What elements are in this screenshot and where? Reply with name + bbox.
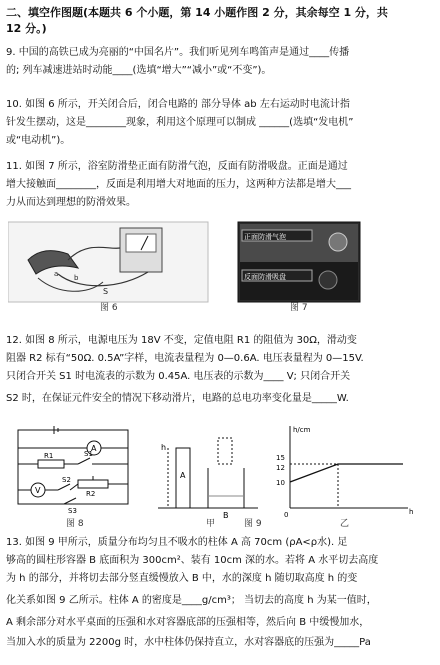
q9-line-1: 9. 中国的高铁已成为亮丽的“中国名片”。我们听见列车鸣笛声是通过____传播: [6, 47, 350, 58]
q13-line-1: 13. 如图 9 甲所示，质量分布均匀且不吸水的柱体 A 高 70cm (ρA<ρ水). 足: [6, 537, 348, 548]
figures-6-7: [8, 220, 432, 312]
figure-9-yi-caption: 乙: [340, 519, 350, 529]
figure-9-yi-yaxis-label: h/cm: [293, 426, 311, 434]
figure-9-h-label: h: [161, 443, 167, 452]
figure-8-voltmeter-label: V: [35, 486, 41, 495]
figure-9-b-label: B: [223, 511, 229, 520]
svg-text:S: S: [103, 287, 109, 296]
figure-9-a-label: A: [180, 471, 186, 480]
q12-line-2: 阻器 R2 标有“50Ω. 0.5A”字样，电流表量程为 0—0.6A. 电压表量程为 0—15V.: [6, 353, 364, 364]
figure-8-r1-label: R1: [44, 452, 54, 460]
figure-9-jia: [158, 438, 258, 508]
q10-line-1: 10. 如图 6 所示，开关闭合后，闭合电路的 部分导体 ab 左右运动时电流计指: [6, 99, 350, 110]
figure-9-yi-origin: 0: [284, 511, 289, 519]
q11-line-1: 11. 如图 7 所示，浴室防滑垫正面有防滑气泡，反面有防滑吸盘。正面是通过: [6, 161, 348, 172]
figure-9-yi-tick-12: 12: [276, 464, 285, 472]
figure-7-photo: [238, 222, 360, 302]
section-title-line-1: 二、填空作图题(本题共 6 个小题，第 14 小题作图 2 分，其余每空 1 分，共: [6, 6, 388, 19]
figure-9-caption: 图 9: [244, 519, 262, 529]
figure-8-s1-label: S1: [84, 450, 93, 458]
figure-7-caption: 图 7: [290, 303, 308, 312]
figure-8-ammeter-label: A: [91, 444, 97, 453]
figure-8-s2-label: S2: [62, 476, 71, 484]
q10-line-2: 针发生摆动，这是________现象，利用这个原理可以制成 ______(选填“发电机”: [6, 117, 354, 128]
q9-line-2: 的; 列车减速进站时动能____(选填“增大”“减小”或“不变”)。: [6, 65, 272, 76]
figure-8-r2-label: R2: [86, 490, 96, 498]
q10-line-3: 或“电动机”)。: [6, 135, 71, 146]
q13-line-3: 为 h 的部分，并将切去部分竖直缓慢放入 B 中，水的深度 h 随切取高度 h 的变: [6, 573, 358, 584]
q13-line-2: 够高的圆柱形容器 B 底面积为 300cm²、装有 10cm 深的水。若将 A 水平切去高度: [6, 555, 379, 566]
q13-line-6: 当加入水的质量为 2200g 时，水中柱体仍保持直立，水对容器底的压强为_____Pa: [6, 637, 371, 648]
figure-9-yi-xaxis-label: h: [409, 508, 414, 516]
figure-7-back-label: 反面防滑吸盘: [244, 273, 286, 281]
q13-line-5: A 剩余部分对水平桌面的压强和水对容器底部的压强相等，然后向 B 中缓慢加水，: [6, 617, 370, 628]
figure-8-caption: 图 8: [66, 519, 84, 529]
figure-9-yi-graph: [290, 426, 408, 508]
figure-9-jia-caption: 甲: [206, 519, 216, 529]
figure-6-photo: [8, 222, 208, 302]
q12-line-4: S2 时，在保证元件安全的情况下移动滑片，电路的总电功率变化量是_____W.: [6, 393, 349, 404]
figure-9-yi-tick-10: 10: [276, 479, 285, 487]
figure-9-yi-tick-15: 15: [276, 454, 285, 462]
section-title-line-2: 12 分。): [6, 22, 47, 35]
q12-line-1: 12. 如图 8 所示，电源电压为 18V 不变，定值电阻 R1 的阻值为 30Ω，滑动变: [6, 335, 357, 346]
svg-text:b: b: [74, 274, 79, 282]
figure-8-s3-label: S3: [68, 507, 77, 515]
figures-8-9: [8, 418, 432, 530]
figure-6-caption: 图 6: [100, 303, 118, 312]
q11-line-2: 增大接触面________，反面是利用增大对地面的压力，这两种方法都是增大___: [6, 179, 351, 190]
svg-text:a: a: [54, 270, 59, 278]
q11-line-3: 力从而达到理想的防滑效果。: [6, 197, 136, 208]
figure-7-front-label: 正面防滑气泡: [244, 233, 286, 241]
q12-line-3: 只闭合开关 S1 时电流表的示数为 0.45A. 电压表的示数为____ V; 只闭合开关: [6, 371, 351, 382]
q13-line-4: 化关系如图 9 乙所示。柱体 A 的密度是____g/cm³； 当切去的高度 h 为某一值时，: [6, 595, 377, 606]
